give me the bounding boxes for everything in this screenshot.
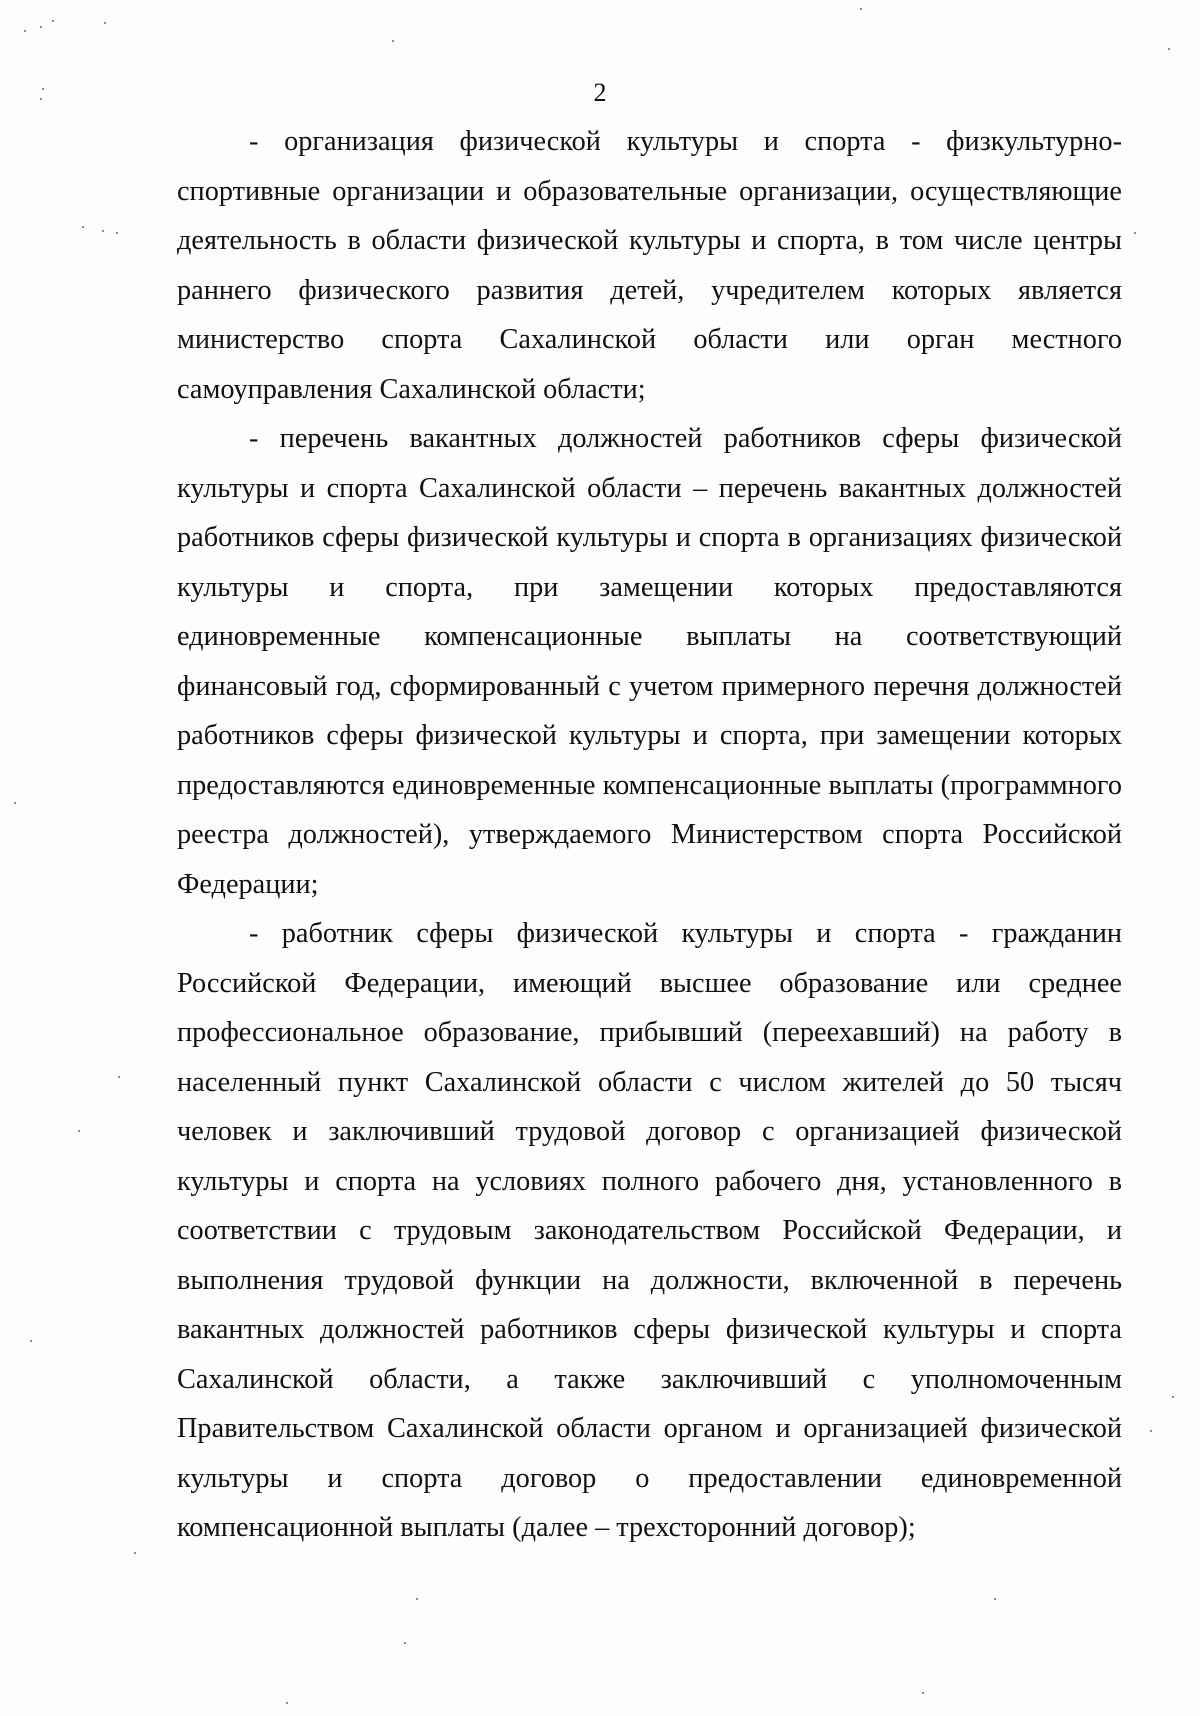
paragraph-organization-definition: - организация физической культуры и спорта - физкультурно-спортивные организации и образовательные организации, осуществляющие деятельность в области физической культуры и спорта, в том числе центры раннего физического развития детей, учредителем которых является министерство спорта Сахалинской области или орган местного самоуправления Сахалинской области;: [177, 126, 1122, 405]
paragraph-worker-definition: - работник сферы физической культуры и спорта - гражданин Российской Федерации, имеющий высшее образование или среднее профессиональное образование, прибывший (переехавший) на работу в населенный пункт Сахалинской области с числом жителей до 50 тысяч человек и заключивший трудовой договор с организацией физической культуры и спорта на условиях полного рабочего дня, установленного в соответствии с трудовым законодательством Российской Федерации, и выполнения трудовой функции на должности, включенной в перечень вакантных должностей работников сферы физической культуры и спорта Сахалинской области, а также заключивший с уполномоченным Правительством Сахалинской области органом и организацией физической культуры и спорта договор о предоставлении единовременной компенсационной выплаты (далее – трехсторонний договор);: [177, 918, 1122, 1543]
page-number: 2: [593, 78, 607, 107]
paragraph-vacancy-list-definition: - перечень вакантных должностей работников сферы физической культуры и спорта Сахалинской области – перечень вакантных должностей работников сферы физической культуры и спорта в организациях физической культуры и спорта, при замещении которых предоставляются единовременные компенсационные выплаты на соответствующий финансовый год, сформированный с учетом примерного перечня должностей работников сферы физической культуры и спорта, при замещении которых предоставляются единовременные компенсационные выплаты (программного реестра должностей), утверждаемого Министерством спорта Российской Федерации;: [177, 423, 1122, 900]
document-body: [177, 117, 1122, 1553]
